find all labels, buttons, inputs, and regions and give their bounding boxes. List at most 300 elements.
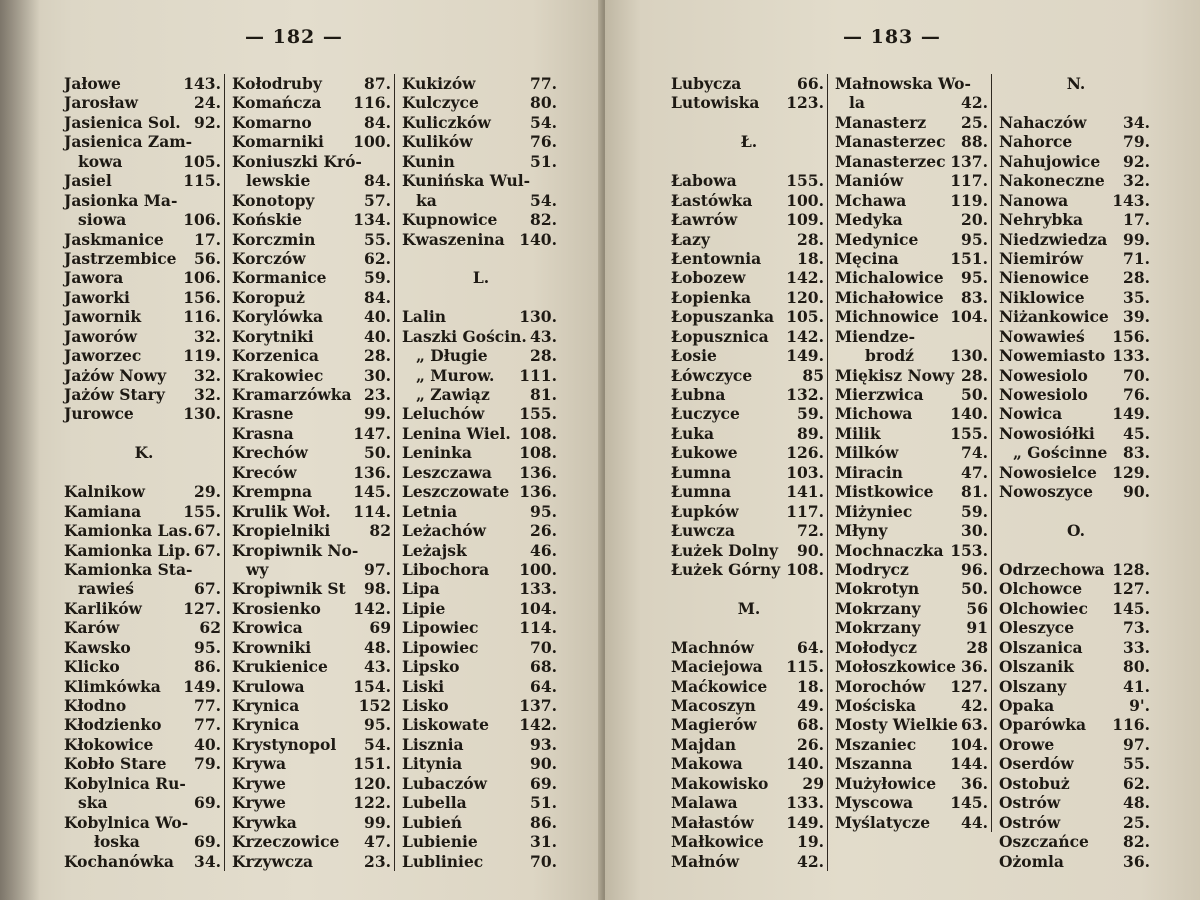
place-name: Kobylnica Ru- xyxy=(64,773,186,793)
place-name: Kunin xyxy=(402,151,455,171)
place-name: Krowica xyxy=(232,618,303,638)
place-name: Oszczańce xyxy=(999,832,1089,852)
page-reference: 144. xyxy=(950,754,988,774)
place-name: Łopuszanka xyxy=(671,307,775,327)
index-entry xyxy=(226,579,394,598)
page-reference: 115. xyxy=(786,657,824,677)
index-entry xyxy=(665,793,827,812)
page-reference: 17. xyxy=(1123,210,1150,230)
page-reference: 155. xyxy=(519,404,557,424)
place-name: Jastrzembice xyxy=(64,248,177,268)
place-name: Nahujowice xyxy=(999,151,1101,171)
place-name: Małnowska Wo- xyxy=(835,74,971,93)
place-name: Korczmin xyxy=(232,229,316,249)
index-entry xyxy=(993,735,1153,754)
page-reference: 74. xyxy=(961,443,988,463)
page-reference: 106. xyxy=(183,210,221,230)
index-entry xyxy=(58,579,224,598)
place-name: Kreców xyxy=(232,462,297,482)
page-reference: 137. xyxy=(950,151,988,171)
page-reference: 69. xyxy=(530,773,557,793)
index-entry xyxy=(396,288,560,307)
place-name: Macoszyn xyxy=(671,696,756,715)
page-reference: 54. xyxy=(364,734,391,754)
index-entry xyxy=(829,735,991,754)
index-entry xyxy=(58,385,224,404)
place-name: Krywe xyxy=(232,773,286,793)
page-reference: 129. xyxy=(1112,462,1150,482)
place-name: Milik xyxy=(835,423,881,443)
page-reference: 116. xyxy=(1112,715,1150,735)
page-reference: 97. xyxy=(1123,734,1150,754)
place-name: Łosie xyxy=(671,346,717,366)
index-entry xyxy=(829,541,991,560)
index-entry xyxy=(58,288,224,307)
page-reference: 31. xyxy=(530,832,557,852)
place-name: Kukizów xyxy=(402,74,476,93)
index-entry xyxy=(665,541,827,560)
place-name: Krukienice xyxy=(232,657,328,677)
index-entry xyxy=(665,657,827,676)
page-reference: 41. xyxy=(1123,676,1150,696)
place-name: Olchowiec xyxy=(999,598,1088,618)
place-name: Kupnowice xyxy=(402,210,498,230)
place-name: Karlików xyxy=(64,598,142,618)
place-name: Litynia xyxy=(402,754,463,774)
index-entry xyxy=(829,715,991,734)
page-reference: 145. xyxy=(950,793,988,813)
place-name: Orowe xyxy=(999,734,1055,754)
place-name: Morochów xyxy=(835,676,926,696)
index-entry xyxy=(829,696,991,715)
place-name: Lubienie xyxy=(402,832,478,852)
page-reference: 28. xyxy=(961,365,988,385)
page-reference: 48. xyxy=(1123,793,1150,813)
index-entry xyxy=(396,715,560,734)
index-entry xyxy=(58,268,224,287)
page-reference: 90. xyxy=(797,540,824,560)
index-entry xyxy=(993,443,1153,462)
place-name: Komarniki xyxy=(232,132,324,152)
index-entry xyxy=(58,657,224,676)
place-name: Łumna xyxy=(671,482,731,502)
index-entry xyxy=(396,366,560,385)
place-name: Łentownia xyxy=(671,248,762,268)
place-name: Manasterzec xyxy=(835,151,946,171)
page-reference: 32. xyxy=(194,365,221,385)
place-name: Jasienica Sol. xyxy=(64,112,181,132)
page-reference: 81. xyxy=(530,385,557,404)
index-entry xyxy=(829,385,991,404)
index-entry xyxy=(396,677,560,696)
place-name: Oleszyce xyxy=(999,618,1075,638)
index-entry xyxy=(665,230,827,249)
page-reference: 91 xyxy=(966,618,988,638)
index-entry xyxy=(665,579,827,598)
place-name: Łużek Górny xyxy=(671,559,781,579)
page-reference: 18. xyxy=(797,248,824,268)
place-name: Kunińska Wul- xyxy=(402,171,531,191)
place-name: Jurowce xyxy=(64,404,134,424)
place-name: Łazy xyxy=(671,229,710,249)
place-name: Klicko xyxy=(64,657,120,677)
place-name: Mierzwica xyxy=(835,385,924,404)
index-entry xyxy=(829,813,991,832)
place-name: Mszaniec xyxy=(835,734,917,754)
page-reference: 48. xyxy=(364,637,391,657)
place-name: Kłokowice xyxy=(64,734,154,754)
index-entry xyxy=(665,482,827,501)
page-reference: 149. xyxy=(786,346,824,366)
page-reference: 40. xyxy=(194,734,221,754)
index-entry xyxy=(226,482,394,501)
index-entry xyxy=(665,404,827,423)
place-name: Leżajsk xyxy=(402,540,467,560)
place-name: Niemirów xyxy=(999,248,1084,268)
place-name: Lalin xyxy=(402,307,446,327)
place-name: Michalowice xyxy=(835,268,944,288)
place-name: Lutowiska xyxy=(671,93,760,113)
place-name: Krzeczowice xyxy=(232,832,340,852)
page-reference: 151. xyxy=(353,754,391,774)
index-entry xyxy=(829,657,991,676)
page-reference: 68. xyxy=(530,657,557,677)
page-reference: 70. xyxy=(530,851,557,871)
page-reference: 56 xyxy=(966,598,988,618)
page-reference: 155. xyxy=(183,501,221,521)
index-entry xyxy=(665,288,827,307)
page-reference: 82 xyxy=(369,521,391,541)
page-reference: 151. xyxy=(950,248,988,268)
place-name: Nowoszyce xyxy=(999,482,1094,502)
page-reference: 142. xyxy=(786,268,824,288)
place-name: Modrycz xyxy=(835,559,909,579)
place-name: Kawsko xyxy=(64,637,131,657)
place-name: Jawora xyxy=(64,268,124,288)
index-entry xyxy=(226,541,394,560)
page-reference: 45. xyxy=(1123,423,1150,443)
index-entry xyxy=(993,93,1153,112)
place-name: Mościska xyxy=(835,696,917,715)
index-entry xyxy=(665,618,827,637)
index-entry xyxy=(829,404,991,423)
place-name: Oserdów xyxy=(999,754,1074,774)
page-reference: 26. xyxy=(530,521,557,541)
place-name: Krosienko xyxy=(232,598,321,618)
index-entry xyxy=(829,502,991,521)
page-reference: 123. xyxy=(786,93,824,113)
page-reference: 95. xyxy=(961,229,988,249)
page-reference: 136. xyxy=(353,462,391,482)
index-entry xyxy=(665,696,827,715)
page-reference: 23. xyxy=(364,385,391,404)
place-name: Krywe xyxy=(232,793,286,813)
index-entry xyxy=(665,424,827,443)
page-reference: 120. xyxy=(353,773,391,793)
place-name: Krowniki xyxy=(232,637,312,657)
index-entry xyxy=(58,230,224,249)
index-entry xyxy=(226,832,394,851)
page-reference: 141. xyxy=(786,482,824,502)
page-reference: 108. xyxy=(519,443,557,463)
place-name: Kuliczków xyxy=(402,112,491,132)
index-entry xyxy=(226,852,394,871)
place-name: Miżyniec xyxy=(835,501,913,521)
index-entry xyxy=(829,288,991,307)
place-name: Kołodruby xyxy=(232,74,322,93)
place-name: Jasionka Ma- xyxy=(64,190,178,210)
page-reference: 100. xyxy=(519,559,557,579)
page-reference: 54. xyxy=(530,190,557,210)
index-entry xyxy=(58,346,224,365)
page-reference: 104. xyxy=(950,734,988,754)
index-entry xyxy=(993,852,1153,871)
place-name: Makowa xyxy=(671,754,743,774)
place-name: Medynice xyxy=(835,229,919,249)
place-name: Kobylnica Wo- xyxy=(64,812,189,832)
place-name: Krulik Woł. xyxy=(232,501,331,521)
page-reference: 83. xyxy=(961,287,988,307)
place-name: Kobło Stare xyxy=(64,754,167,774)
index-entry xyxy=(58,832,224,851)
place-name: Miracin xyxy=(835,462,903,482)
place-name: Nienowice xyxy=(999,268,1090,288)
index-entry xyxy=(396,132,560,151)
place-name: Jarosław xyxy=(64,93,138,113)
place-name: Maćkowice xyxy=(671,676,768,696)
place-name: Magierów xyxy=(671,715,757,735)
place-name: Lipowiec xyxy=(402,618,479,638)
index-entry xyxy=(396,230,560,249)
page-reference: 85 xyxy=(802,365,824,385)
index-entry xyxy=(993,113,1153,132)
index-entry xyxy=(665,754,827,773)
page-reference: 86. xyxy=(194,657,221,677)
place-name: ska xyxy=(78,793,108,813)
page-reference: 49. xyxy=(797,696,824,715)
place-name: Medyka xyxy=(835,210,903,230)
page-reference: 62. xyxy=(364,248,391,268)
place-name: Miękisz Nowy xyxy=(835,365,955,385)
page-reference: 42. xyxy=(961,696,988,715)
page-reference: 89. xyxy=(797,423,824,443)
index-entry xyxy=(396,813,560,832)
place-name: K. xyxy=(134,443,154,463)
index-entry xyxy=(665,560,827,579)
page-reference: 29 xyxy=(802,773,824,793)
index-entry xyxy=(58,366,224,385)
index-entry xyxy=(58,307,224,326)
index-entry xyxy=(226,268,394,287)
place-name: Łabowa xyxy=(671,171,737,191)
index-entry xyxy=(665,327,827,346)
place-name: „ Gościnne xyxy=(1013,443,1108,463)
index-entry xyxy=(993,560,1153,579)
place-name: Nowesiolo xyxy=(999,385,1088,404)
page-reference: 42. xyxy=(797,851,824,871)
page-reference: 140. xyxy=(950,404,988,424)
page-reference: 114. xyxy=(353,501,391,521)
index-entry xyxy=(665,249,827,268)
place-name: „ Murow. xyxy=(416,365,495,385)
place-name: lewskie xyxy=(246,171,311,191)
index-entry xyxy=(829,268,991,287)
place-name: rawieś xyxy=(78,579,135,599)
place-name: Korzenica xyxy=(232,346,319,366)
page-reference: 34. xyxy=(194,851,221,871)
index-entry xyxy=(993,171,1153,190)
place-name: Krulowa xyxy=(232,676,305,696)
place-name: Leszczowate xyxy=(402,482,510,502)
index-entry xyxy=(396,832,560,851)
page-reference: 117. xyxy=(786,501,824,521)
page-reference: 115. xyxy=(183,171,221,191)
page-reference: 24. xyxy=(194,93,221,113)
page-reference: 155. xyxy=(786,171,824,191)
index-entry xyxy=(226,715,394,734)
page-number: — 182 — xyxy=(245,26,343,48)
page-reference: 50. xyxy=(961,579,988,599)
index-entry xyxy=(58,696,224,715)
page-reference: 104. xyxy=(519,598,557,618)
index-entry xyxy=(993,618,1153,637)
page-reference: 105. xyxy=(183,151,221,171)
index-entry xyxy=(665,346,827,365)
page-reference: 40. xyxy=(364,307,391,327)
index-entry xyxy=(665,210,827,229)
place-name: Nowosielce xyxy=(999,462,1097,482)
index-entry xyxy=(58,113,224,132)
place-name: Lubień xyxy=(402,812,463,832)
index-entry xyxy=(665,774,827,793)
place-name: Mokrzany xyxy=(835,618,921,638)
index-entry xyxy=(829,327,991,346)
place-name: la xyxy=(849,93,865,113)
page-reference: 142. xyxy=(519,715,557,735)
index-entry xyxy=(396,657,560,676)
page-reference: 80. xyxy=(1123,657,1150,677)
index-entry xyxy=(993,327,1153,346)
place-name: Nahorce xyxy=(999,132,1073,152)
index-entry xyxy=(396,638,560,657)
index-entry xyxy=(396,521,560,540)
page-reference: 46. xyxy=(530,540,557,560)
page-reference: 69. xyxy=(194,832,221,852)
index-entry xyxy=(993,832,1153,851)
place-name: Korylówka xyxy=(232,307,323,327)
place-name: Łuwcza xyxy=(671,521,735,541)
index-column-3 xyxy=(993,74,1153,871)
page-reference: 47. xyxy=(961,462,988,482)
index-entry xyxy=(993,307,1153,326)
page-reference: 133. xyxy=(519,579,557,599)
index-entry xyxy=(226,346,394,365)
page-reference: 28. xyxy=(1123,268,1150,288)
place-name: Nanowa xyxy=(999,190,1069,210)
index-entry xyxy=(396,327,560,346)
page-reference: 51. xyxy=(530,793,557,813)
place-name: Nowesiolo xyxy=(999,365,1088,385)
place-name: Ostrów xyxy=(999,793,1061,813)
index-entry xyxy=(226,638,394,657)
index-entry xyxy=(993,230,1153,249)
page-reference: 64. xyxy=(797,637,824,657)
page-reference: 105. xyxy=(786,307,824,327)
page-reference: 130. xyxy=(950,346,988,366)
index-column-1 xyxy=(58,74,225,871)
place-name: Łuczyce xyxy=(671,404,740,424)
place-name: Lipowiec xyxy=(402,637,479,657)
place-name: Krywa xyxy=(232,754,287,774)
page-reference: 83. xyxy=(1123,443,1150,463)
place-name: Mosty Wielkie xyxy=(835,715,959,735)
place-name: Korytniki xyxy=(232,326,314,346)
index-entry xyxy=(829,793,991,812)
index-entry xyxy=(993,813,1153,832)
page-reference: 143. xyxy=(183,74,221,93)
place-name: Maciejowa xyxy=(671,657,763,677)
index-entry xyxy=(396,541,560,560)
index-entry xyxy=(396,171,560,190)
index-entry xyxy=(226,132,394,151)
place-name: Kropiwnik No- xyxy=(232,540,359,560)
index-column-2 xyxy=(226,74,395,871)
place-name: Mołoszkowice xyxy=(835,657,956,677)
index-entry xyxy=(993,638,1153,657)
index-entry xyxy=(396,443,560,462)
place-name: Malawa xyxy=(671,793,738,813)
index-entry xyxy=(829,307,991,326)
place-name: Kwaszenina xyxy=(402,229,505,249)
index-entry xyxy=(665,677,827,696)
place-name: Kamionka Lip. xyxy=(64,540,191,560)
page-reference: 119. xyxy=(950,190,988,210)
page-reference: 67. xyxy=(194,579,221,599)
place-name: Lubliniec xyxy=(402,851,484,871)
page-reference: 86. xyxy=(530,812,557,832)
index-entry xyxy=(829,210,991,229)
page-reference: 23. xyxy=(364,851,391,871)
page-reference: 104. xyxy=(950,307,988,327)
page-reference: 92. xyxy=(1123,151,1150,171)
page-reference: 25. xyxy=(1123,812,1150,832)
place-name: Łumna xyxy=(671,462,731,482)
place-name: Jaskmanice xyxy=(64,229,164,249)
place-name: Michałowice xyxy=(835,287,944,307)
page-reference: 80. xyxy=(530,93,557,113)
place-name: Myślatycze xyxy=(835,812,931,832)
place-name: Krynica xyxy=(232,715,300,735)
index-entry xyxy=(993,346,1153,365)
place-name: Kramarzówka xyxy=(232,385,352,404)
place-name: Leluchów xyxy=(402,404,485,424)
page-reference: 142. xyxy=(353,598,391,618)
index-entry xyxy=(58,599,224,618)
place-name: Lipa xyxy=(402,579,440,599)
index-entry xyxy=(226,152,394,171)
place-name: Mołodycz xyxy=(835,637,917,657)
index-entry xyxy=(396,191,560,210)
place-name: brodź xyxy=(865,346,914,366)
page-reference: 77. xyxy=(530,74,557,93)
page-reference: 25. xyxy=(961,112,988,132)
place-name: Łubna xyxy=(671,385,726,404)
index-entry xyxy=(993,599,1153,618)
place-name: Olszanica xyxy=(999,637,1083,657)
page-reference: 95. xyxy=(364,715,391,735)
page-reference: 126. xyxy=(786,443,824,463)
place-name: Maniów xyxy=(835,171,904,191)
